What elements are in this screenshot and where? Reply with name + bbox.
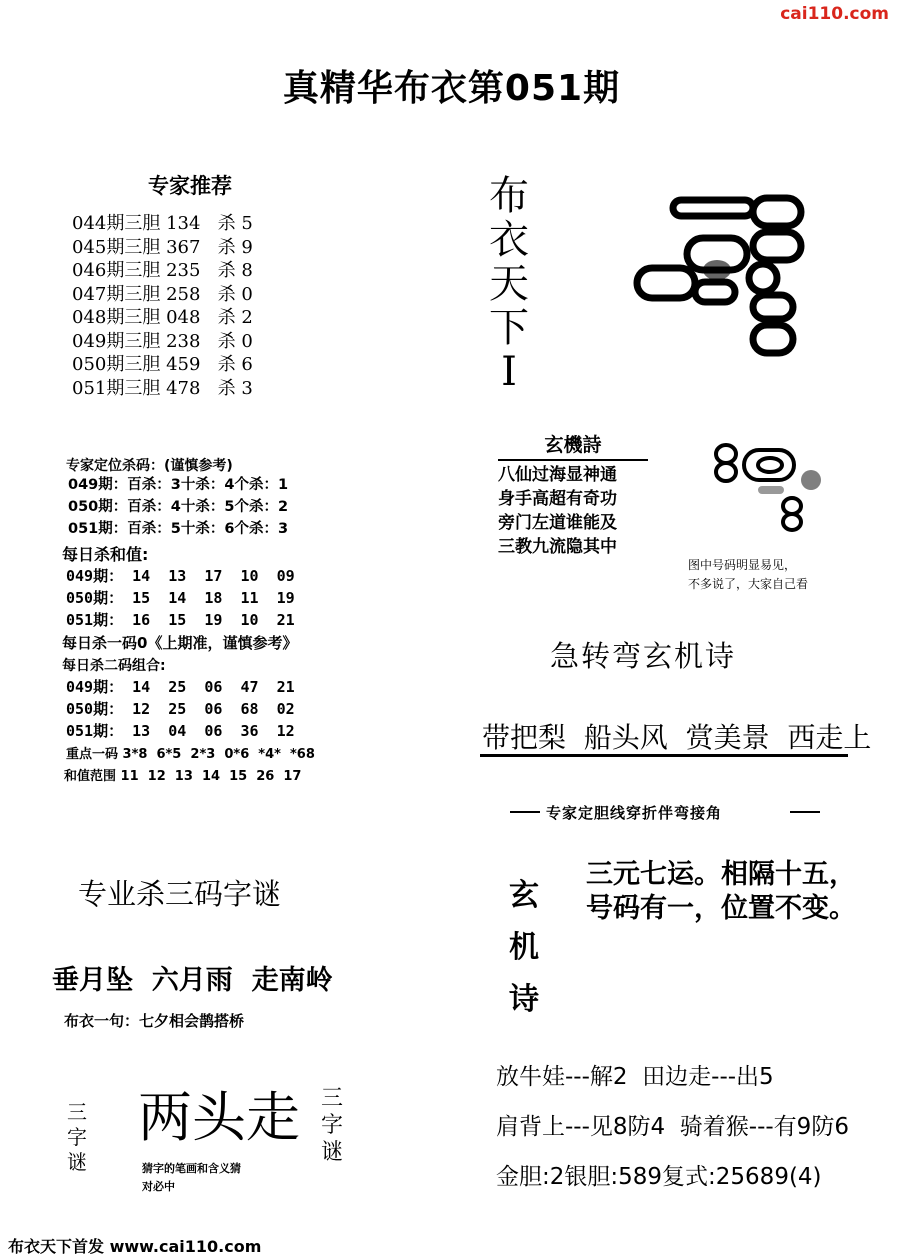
expert-row: 046期三胆 235 杀 8: [72, 260, 253, 281]
note-line: 不多说了，大家自己看: [688, 577, 809, 591]
figure-stroke: [801, 470, 821, 490]
footer: 布衣天下首发 www.cai110.com: [8, 1237, 262, 1256]
char: 诗: [509, 982, 539, 1017]
riddle-heading: 专业杀三码字谜: [78, 877, 282, 911]
expert-line: 专家定胆线穿折伴弯接角: [546, 804, 723, 822]
number-figure-1: [625, 190, 815, 365]
xuanji-text: [586, 858, 856, 926]
figure-stroke: [695, 282, 735, 302]
two-kill-row: 049期： 14 25 06 47 21: [66, 678, 295, 696]
bottom-line: 肩背上---见8防4 骑着猴---有9防6: [496, 1114, 849, 1140]
riddle-note-1: 猜字的笔画和含义猜: [142, 1162, 241, 1175]
figure-stroke: [749, 264, 777, 292]
figure-stroke: [753, 198, 801, 226]
position-kill-heading: 专家定位杀码：(谨慎参考): [66, 458, 233, 474]
figure-stroke: [758, 486, 784, 494]
figure-stroke: [753, 325, 793, 353]
two-kill-row: 051期： 13 04 06 36 12: [66, 722, 295, 740]
bottom-line: 金胆:2银胆:589复式:25689(4): [496, 1164, 822, 1190]
poem-line: 身手高超有奇功: [498, 489, 617, 509]
divider: [790, 811, 820, 813]
xuanji-poem: [498, 430, 648, 559]
number-figure-2: [708, 436, 833, 536]
figure-stroke: [744, 450, 794, 480]
expert-row: 045期三胆 367 杀 9: [72, 236, 253, 258]
position-kill-row: 050期：百杀：4十杀：5个杀：2: [68, 499, 289, 515]
figure-stroke: [637, 268, 695, 298]
bottom-line: 放牛娃---解2 田边走---出5: [496, 1064, 774, 1090]
char: 下: [489, 305, 529, 351]
sum-range: 和值范围 11 12 13 14 15 26 17: [64, 769, 302, 784]
two-kill-row: 050期： 12 25 06 68 02: [66, 700, 295, 718]
divider: [510, 811, 540, 813]
figure-stroke: [716, 463, 736, 481]
sum-kill-row: 050期： 15 14 18 11 19: [66, 589, 295, 607]
figure-stroke: [753, 232, 801, 260]
sum-kill-row: 051期： 16 15 19 10 21: [66, 611, 295, 629]
char: 三: [320, 1086, 343, 1111]
char: 谜: [67, 1150, 87, 1174]
char: 字: [320, 1113, 343, 1138]
jizhuan-heading: 急转弯玄机诗: [550, 639, 737, 673]
right-vertical-label: [318, 1085, 346, 1166]
xuanji-text-line: 号码有一，位置不变。: [586, 893, 856, 924]
expert-row: 049期三胆 238 杀 0: [72, 330, 253, 352]
xuanjishi-vertical: [504, 870, 544, 1026]
expert-row: 051期三胆 478 杀 3: [72, 377, 253, 399]
buyi-sentence: 布衣一句：七夕相会鹊搭桥: [64, 1012, 245, 1030]
riddle-note-2: 对必中: [142, 1180, 175, 1193]
figure-stroke: [753, 295, 793, 319]
figure-stroke: [703, 260, 731, 280]
poem-line: 三教九流隐其中: [498, 537, 617, 557]
poem-line: 八仙过海显神通: [498, 465, 617, 485]
char: 天: [489, 261, 529, 307]
expert-row: 048期三胆 048 杀 2: [72, 307, 253, 328]
expert-list: [72, 212, 253, 400]
one-kill-heading: 每日杀一码0《上期准，谨慎参考》: [62, 634, 298, 652]
sum-kill-row: 049期： 14 13 17 10 09: [66, 567, 295, 585]
expert-row: 044期三胆 134 杀 5: [72, 213, 253, 234]
note-line: 图中号码明显易见，: [688, 558, 797, 572]
figure-stroke: [783, 514, 801, 530]
char: 布: [489, 173, 529, 219]
poem-line: 旁门左道谁能及: [498, 513, 617, 533]
xuanji-title: 玄機詩: [498, 430, 648, 461]
sum-kill-heading: 每日杀和值:: [62, 545, 149, 564]
big-riddle: 两头走: [138, 1086, 300, 1149]
two-kill-heading: 每日杀二码组合:: [62, 658, 166, 674]
char: 衣: [489, 217, 529, 263]
key-code: 重点一码 3*8 6*5 2*3 0*6 *4* *68: [66, 747, 315, 762]
figure-stroke: [673, 200, 753, 216]
position-kill-row: 051期：百杀：5十杀：6个杀：3: [68, 521, 289, 537]
figure-note: [688, 556, 808, 594]
char: 玄: [509, 878, 539, 913]
divider: [480, 754, 848, 757]
char: 字: [67, 1125, 87, 1149]
char: 机: [509, 930, 539, 965]
buyi-tianxia-vertical: [487, 174, 531, 394]
riddle-line: 垂月坠 六月雨 走南岭: [52, 965, 333, 996]
jizhuan-line: 带把梨 船头风 赏美景 西走上: [482, 721, 872, 754]
expert-row: 047期三胆 258 杀 0: [72, 283, 253, 305]
figure-stroke: [716, 445, 736, 463]
left-vertical-label: [64, 1100, 90, 1175]
char: 三: [67, 1100, 87, 1124]
figure-stroke: [758, 458, 782, 472]
expert-heading: 专家推荐: [148, 174, 232, 198]
expert-row: 050期三胆 459 杀 6: [72, 354, 253, 375]
page-title: 真精华布衣第051期: [282, 68, 621, 109]
char: 谜: [320, 1140, 343, 1165]
brand-logo: cai110.com: [780, 4, 889, 24]
char: I: [501, 349, 517, 395]
position-kill-row: 049期：百杀：3十杀：4个杀：1: [68, 477, 289, 493]
xuanji-text-line: 三元七运。相隔十五，: [586, 859, 856, 890]
figure-stroke: [783, 498, 801, 514]
